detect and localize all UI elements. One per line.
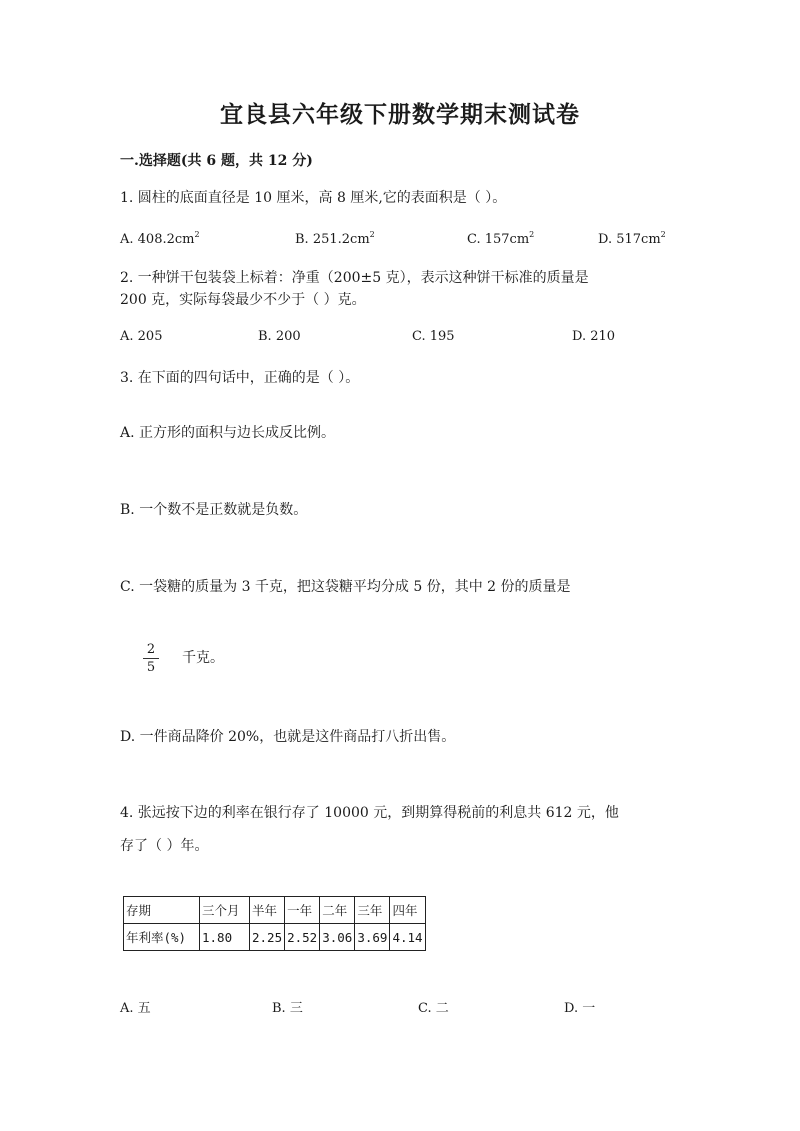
q1-option-b-unit-exponent: 2 bbox=[369, 230, 375, 239]
q4-option-a: A. 五 bbox=[120, 1001, 151, 1016]
question-2-line-2: 200 克，实际每袋最少不少于（ ）克。 bbox=[120, 292, 366, 308]
table-cell: 1.80 bbox=[200, 924, 250, 951]
question-4-line-2: 存了（ ）年。 bbox=[120, 838, 209, 854]
table-cell: 存期 bbox=[124, 897, 200, 924]
q1-option-d bbox=[598, 230, 666, 247]
page-title: 宜良县六年级下册数学期末测试卷 bbox=[220, 101, 580, 128]
section-heading: 一.选择题(共 6 题，共 12 分) bbox=[120, 153, 313, 169]
q1-option-b bbox=[295, 230, 375, 247]
q1-option-a-unit-exponent: 2 bbox=[194, 230, 200, 239]
q4-option-d: D. 一 bbox=[564, 1001, 596, 1016]
question-1-text: 1. 圆柱的底面直径是 10 厘米，高 8 厘米,它的表面积是（ ）。 bbox=[120, 190, 507, 206]
table-cell: 4.14 bbox=[390, 924, 425, 951]
table-row bbox=[124, 924, 426, 951]
q4-option-c: C. 二 bbox=[418, 1001, 449, 1016]
table-cell: 3.06 bbox=[320, 924, 355, 951]
table-header-row bbox=[124, 897, 426, 924]
table-cell: 三个月 bbox=[200, 897, 250, 924]
q2-option-d: D. 210 bbox=[572, 329, 616, 344]
fraction-numerator: 2 bbox=[146, 642, 156, 657]
q2-option-a: A. 205 bbox=[120, 329, 163, 344]
fraction-denominator: 5 bbox=[146, 660, 156, 675]
q1-option-a bbox=[120, 230, 200, 247]
q2-option-b: B. 200 bbox=[258, 329, 301, 344]
table-cell: 四年 bbox=[390, 897, 425, 924]
fraction-bar bbox=[143, 658, 159, 659]
table-cell: 2.52 bbox=[285, 924, 320, 951]
q1-option-c-text: C. 157cm bbox=[467, 232, 530, 247]
table-cell: 2.25 bbox=[250, 924, 285, 951]
q1-option-a-text: A. 408.2cm bbox=[120, 232, 195, 247]
table-cell: 三年 bbox=[355, 897, 390, 924]
q2-option-c: C. 195 bbox=[412, 329, 455, 344]
table-cell: 二年 bbox=[320, 897, 355, 924]
table-cell: 年利率(%) bbox=[124, 924, 200, 951]
q1-option-c bbox=[467, 230, 534, 247]
interest-rate-table bbox=[123, 896, 426, 951]
question-4-line-1: 4. 张远按下边的利率在银行存了 10000 元，到期算得税前的利息共 612 元，他 bbox=[120, 805, 619, 821]
q3-option-c-unit: 千克。 bbox=[182, 650, 224, 666]
q3-option-c: C. 一袋糖的质量为 3 千克，把这袋糖平均分成 5 份，其中 2 份的质量是 bbox=[120, 579, 571, 595]
table-cell: 一年 bbox=[285, 897, 320, 924]
fraction-two-fifths bbox=[143, 642, 159, 675]
q1-option-b-text: B. 251.2cm bbox=[295, 232, 370, 247]
q3-option-b: B. 一个数不是正数就是负数。 bbox=[120, 502, 308, 518]
table-cell: 半年 bbox=[250, 897, 285, 924]
q3-option-d: D. 一件商品降价 20%，也就是这件商品打八折出售。 bbox=[120, 729, 456, 745]
question-3-text: 3. 在下面的四句话中，正确的是（ ）。 bbox=[120, 370, 360, 386]
q3-option-a: A. 正方形的面积与边长成反比例。 bbox=[120, 425, 336, 441]
q1-option-c-unit-exponent: 2 bbox=[529, 230, 535, 239]
question-2-line-1: 2. 一种饼干包装袋上标着：净重（200±5 克），表示这种饼干标准的质量是 bbox=[120, 270, 589, 286]
q4-option-b: B. 三 bbox=[272, 1001, 303, 1016]
q1-option-d-unit-exponent: 2 bbox=[660, 230, 666, 239]
q1-option-d-text: D. 517cm bbox=[598, 232, 661, 247]
table-cell: 3.69 bbox=[355, 924, 390, 951]
